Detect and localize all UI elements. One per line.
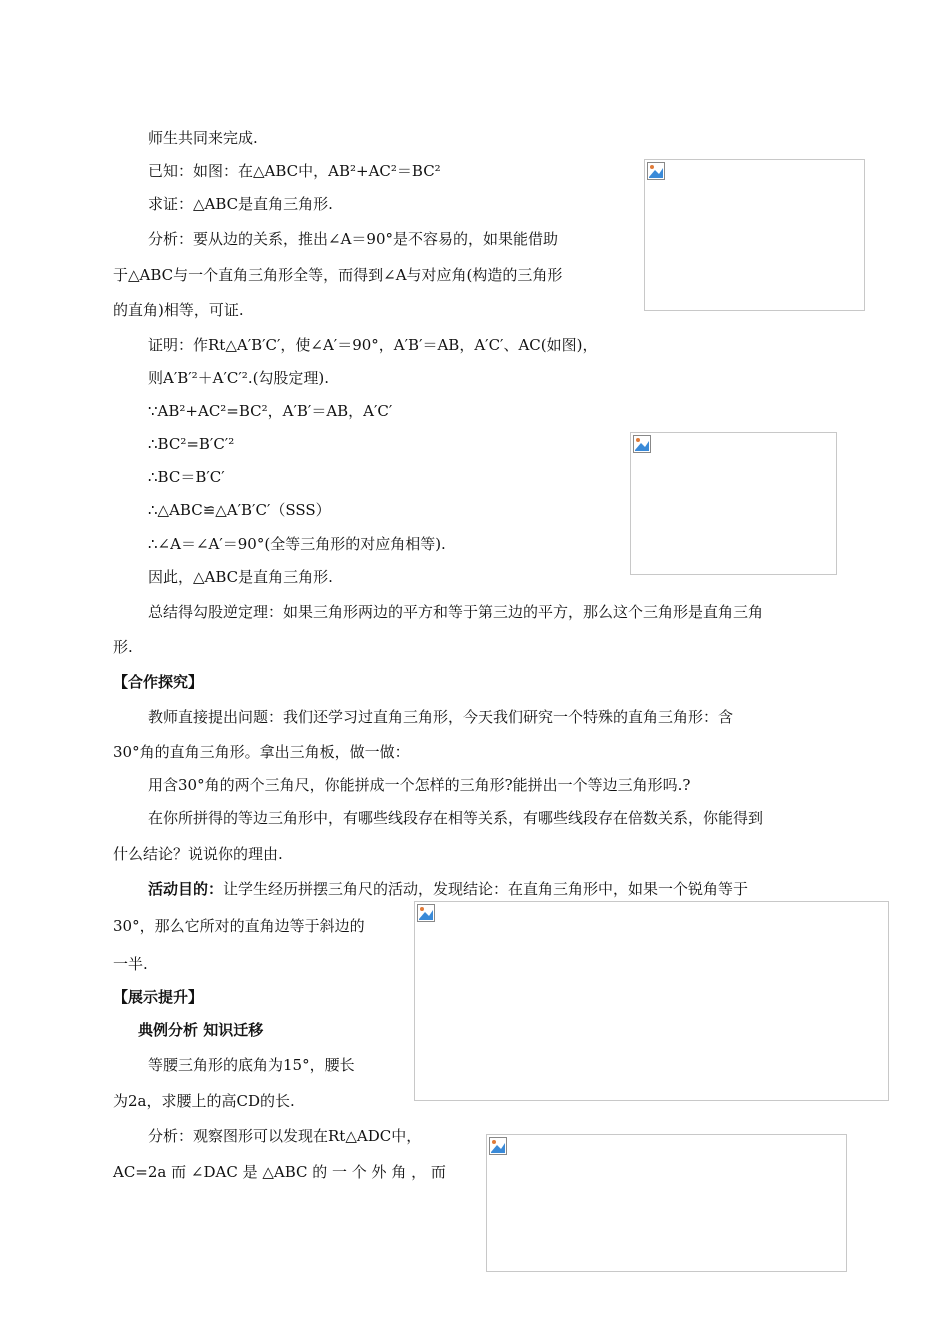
figure-placeholder-2 [630, 432, 837, 575]
text-line: 因此，△ABC是直角三角形. [148, 568, 333, 586]
text-line: 求证：△ABC是直角三角形. [148, 195, 333, 213]
text-line: 30°角的直角三角形。拿出三角板，做一做： [113, 743, 410, 761]
text-line: 一半. [113, 955, 148, 973]
broken-image-icon [417, 904, 435, 922]
broken-image-icon [647, 162, 665, 180]
text-line: ∴BC²=B′C′² [148, 435, 235, 453]
broken-image-icon [489, 1137, 507, 1155]
text-line: 教师直接提出问题：我们还学习过直角三角形，今天我们研究一个特殊的直角三角形：含 [148, 708, 734, 726]
text-line: ∴∠A＝∠A′＝90°(全等三角形的对应角相等). [148, 535, 446, 553]
activity-text: 让学生经历拼摆三角尺的活动，发现结论：在直角三角形中，如果一个锐角等于 [223, 880, 749, 898]
activity-line [148, 878, 748, 900]
text-line: 为2a，求腰上的高CD的长. [113, 1092, 295, 1110]
text-line: 在你所拼得的等边三角形中，有哪些线段存在相等关系，有哪些线段存在倍数关系，你能得到 [148, 809, 764, 827]
text-line: 分析：观察图形可以发现在Rt△ADC中， [148, 1127, 422, 1145]
text-line: ∴△ABC≌△A′B′C′（SSS） [148, 501, 331, 519]
text-line: 形. [113, 638, 133, 656]
text-line: AC=2a 而 ∠DAC 是 △ABC 的 一 个 外 角 ， 而 [113, 1163, 446, 1181]
text-line: 30°，那么它所对的直角边等于斜边的 [113, 917, 365, 935]
text-line: 等腰三角形的底角为15°，腰长 [148, 1056, 355, 1074]
text-line: 于△ABC与一个直角三角形全等，而得到∠A与对应角(构造的三角形 [113, 266, 563, 284]
activity-label: 活动目的： [148, 880, 224, 898]
text-line: 则A′B′²＋A′C′².(勾股定理). [148, 369, 330, 387]
text-line: 证明：作Rt△A′B′C′，使∠A′＝90°，A′B′＝AB，A′C′、AC(如图)， [148, 336, 598, 354]
figure-placeholder-3 [414, 901, 889, 1101]
text-line: 已知：如图：在△ABC中，AB²+AC²＝BC² [148, 162, 441, 180]
section-heading-display: 【展示提升】 [113, 988, 204, 1006]
text-line: 分析：要从边的关系，推出∠A＝90°是不容易的，如果能借助 [148, 230, 558, 248]
text-line: 师生共同来完成. [148, 129, 258, 147]
theorem-line: 总结得勾股逆定理：如果三角形两边的平方和等于第三边的平方，那么这个三角形是直角三角 [148, 603, 764, 621]
figure-placeholder-1 [644, 159, 865, 311]
text-line: ∴BC＝B′C′ [148, 468, 225, 486]
text-line: ∵AB²+AC²=BC²，A′B′＝AB，A′C′ [148, 402, 393, 420]
text-line: 什么结论？说说你的理由. [113, 845, 283, 863]
broken-image-icon [633, 435, 651, 453]
example-title: 典例分析 知识迁移 [138, 1021, 264, 1039]
figure-placeholder-4 [486, 1134, 847, 1272]
text-line: 用含30°角的两个三角尺，你能拼成一个怎样的三角形?能拼出一个等边三角形吗.? [148, 776, 691, 794]
section-heading-explore: 【合作探究】 [113, 673, 204, 691]
text-line: 的直角)相等，可证. [113, 301, 244, 319]
